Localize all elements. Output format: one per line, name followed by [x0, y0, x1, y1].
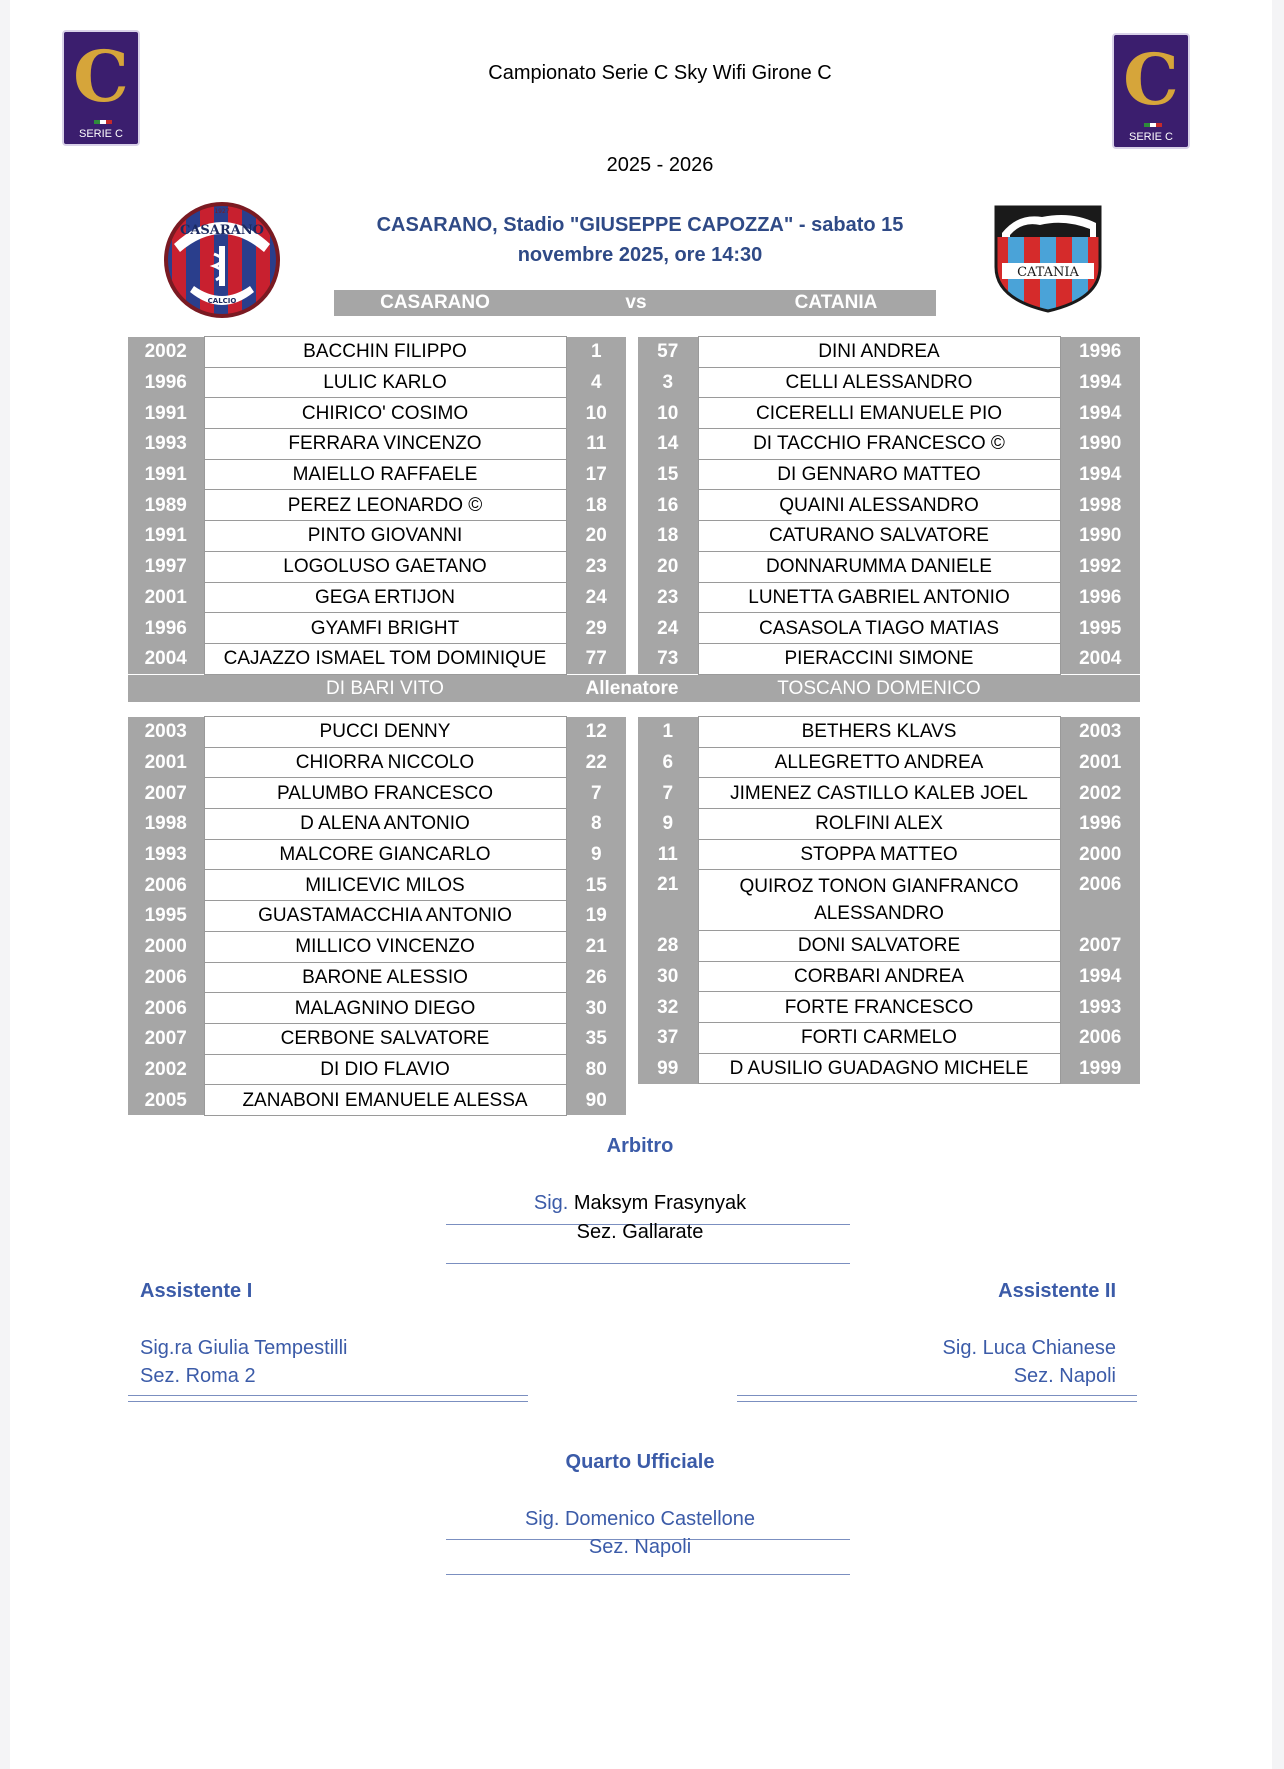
table-gap [626, 582, 638, 613]
home-sub-birth-year: 2003 [128, 717, 204, 748]
starter-row [128, 613, 1140, 644]
fourth-official-name: Sig. Domenico Castellone [524, 1508, 756, 1530]
away-sub-row [638, 961, 1140, 992]
away-player-number: 3 [638, 367, 698, 398]
away-sub-row [638, 717, 1140, 748]
home-sub-birth-year: 1998 [128, 809, 204, 840]
assistant1-name: Sig.ra Giulia Tempestilli [140, 1337, 348, 1359]
home-sub-birth-year: 2005 [128, 1085, 204, 1116]
home-team-name: CASARANO [334, 290, 536, 316]
away-sub-birth-year: 2006 [1060, 1022, 1140, 1053]
table-gap [626, 398, 638, 429]
catania-crest [992, 203, 1104, 315]
assistant1-section: Sez. Roma 2 [140, 1365, 256, 1387]
home-sub-number: 7 [566, 778, 626, 809]
away-sub-number: 7 [638, 778, 698, 809]
referee-section: Sez. Gallarate [576, 1221, 704, 1243]
home-sub-number: 35 [566, 1023, 626, 1054]
away-player-number: 57 [638, 337, 698, 368]
away-player-name: DONNARUMMA DANIELE [698, 551, 1060, 582]
away-player-name: CATURANO SALVATORE [698, 521, 1060, 552]
referee-name-line [440, 1192, 840, 1215]
assistant2-label: Assistente II [998, 1280, 1116, 1302]
away-sub-row [638, 747, 1140, 778]
home-player-birth-year: 1996 [128, 367, 204, 398]
starter-row [128, 521, 1140, 552]
home-sub-number: 19 [566, 901, 626, 932]
away-player-birth-year: 1990 [1060, 429, 1140, 460]
table-gap [626, 337, 638, 368]
vs-label: vs [536, 290, 736, 316]
home-player-name: CHIRICO' COSIMO [204, 398, 566, 429]
starter-row [128, 337, 1140, 368]
home-sub-birth-year: 2002 [128, 1054, 204, 1085]
home-player-birth-year: 1991 [128, 521, 204, 552]
away-sub-number: 11 [638, 839, 698, 870]
away-sub-number: 1 [638, 717, 698, 748]
home-sub-name: CERBONE SALVATORE [204, 1023, 566, 1054]
away-player-number: 24 [638, 613, 698, 644]
home-player-name: LOGOLUSO GAETANO [204, 551, 566, 582]
home-player-name: CAJAZZO ISMAEL TOM DOMINIQUE [204, 643, 566, 674]
home-sub-number: 90 [566, 1085, 626, 1116]
home-sub-name: PUCCI DENNY [204, 717, 566, 748]
table-gap [626, 521, 638, 552]
away-player-name: CELLI ALESSANDRO [698, 367, 1060, 398]
away-sub-number: 6 [638, 747, 698, 778]
home-player-name: BACCHIN FILIPPO [204, 337, 566, 368]
away-sub-name: D AUSILIO GUADAGNO MICHELE [698, 1053, 1060, 1084]
away-player-name: PIERACCINI SIMONE [698, 643, 1060, 674]
home-player-name: MAIELLO RAFFAELE [204, 459, 566, 490]
home-sub-birth-year: 2006 [128, 962, 204, 993]
home-sub-row [128, 778, 626, 809]
home-player-name: GYAMFI BRIGHT [204, 613, 566, 644]
home-sub-name: MILICEVIC MILOS [204, 870, 566, 901]
starter-row [128, 490, 1140, 521]
table-gap [626, 613, 638, 644]
starter-row [128, 643, 1140, 674]
home-sub-number: 80 [566, 1054, 626, 1085]
home-sub-row [128, 962, 626, 993]
home-player-birth-year: 1993 [128, 429, 204, 460]
starters-table [128, 336, 1140, 675]
away-player-birth-year: 1994 [1060, 398, 1140, 429]
away-sub-name: ROLFINI ALEX [698, 809, 1060, 840]
serie-c-logo-right: C SERIE C [1112, 33, 1190, 149]
away-sub-name: JIMENEZ CASTILLO KALEB JOEL [698, 778, 1060, 809]
assistant2-section: Sez. Napoli [1013, 1365, 1116, 1387]
away-player-birth-year: 1995 [1060, 613, 1140, 644]
away-sub-birth-year: 1993 [1060, 992, 1140, 1023]
referee-name: Maksym Frasynyak [573, 1192, 747, 1214]
home-sub-name: GUASTAMACCHIA ANTONIO [204, 901, 566, 932]
home-player-number: 11 [566, 429, 626, 460]
table-gap [626, 643, 638, 674]
home-sub-birth-year: 2000 [128, 931, 204, 962]
home-sub-birth-year: 2007 [128, 778, 204, 809]
away-sub-number: 9 [638, 809, 698, 840]
away-player-name: CICERELLI EMANUELE PIO [698, 398, 1060, 429]
home-sub-name: PALUMBO FRANCESCO [204, 778, 566, 809]
table-gap [626, 490, 638, 521]
away-player-number: 10 [638, 398, 698, 429]
away-sub-number: 21 [638, 870, 698, 930]
home-sub-name: BARONE ALESSIO [204, 962, 566, 993]
coach-label: Allenatore [585, 678, 679, 699]
away-player-name: CASASOLA TIAGO MATIAS [698, 613, 1060, 644]
home-sub-row [128, 839, 626, 870]
home-player-birth-year: 2001 [128, 582, 204, 613]
home-player-number: 29 [566, 613, 626, 644]
away-player-name: DI GENNARO MATTEO [698, 459, 1060, 490]
away-player-birth-year: 1994 [1060, 459, 1140, 490]
away-sub-name: CORBARI ANDREA [698, 961, 1060, 992]
home-sub-birth-year: 2001 [128, 747, 204, 778]
home-player-name: LULIC KARLO [204, 367, 566, 398]
home-subs-table [128, 716, 626, 1116]
starter-row [128, 367, 1140, 398]
away-player-number: 18 [638, 521, 698, 552]
away-player-number: 73 [638, 643, 698, 674]
home-sub-row [128, 1085, 626, 1116]
away-player-birth-year: 2004 [1060, 643, 1140, 674]
home-sub-row [128, 1054, 626, 1085]
home-player-name: GEGA ERTIJON [204, 582, 566, 613]
home-player-number: 4 [566, 367, 626, 398]
away-player-name: DI TACCHIO FRANCESCO © [698, 429, 1060, 460]
away-sub-row [638, 778, 1140, 809]
away-sub-row [638, 1053, 1140, 1084]
home-player-number: 18 [566, 490, 626, 521]
table-gap [626, 551, 638, 582]
home-player-birth-year: 1991 [128, 398, 204, 429]
away-sub-row [638, 870, 1140, 930]
home-player-number: 23 [566, 551, 626, 582]
home-player-birth-year: 1997 [128, 551, 204, 582]
coaches-row [128, 675, 1140, 702]
home-player-birth-year: 1991 [128, 459, 204, 490]
away-sub-number: 99 [638, 1053, 698, 1084]
home-sub-birth-year: 1995 [128, 901, 204, 932]
home-sub-name: ZANABONI EMANUELE ALESSA [204, 1085, 566, 1116]
assistant2-name: Sig. Luca Chianese [942, 1337, 1116, 1359]
home-player-name: FERRARA VINCENZO [204, 429, 566, 460]
home-sub-row [128, 1023, 626, 1054]
home-sub-row [128, 870, 626, 901]
starter-row [128, 459, 1140, 490]
home-player-number: 77 [566, 643, 626, 674]
table-gap [626, 459, 638, 490]
away-sub-row [638, 930, 1140, 961]
home-sub-name: MALAGNINO DIEGO [204, 993, 566, 1024]
away-sub-name: STOPPA MATTEO [698, 839, 1060, 870]
home-player-number: 24 [566, 582, 626, 613]
referee-prefix: Sig. [533, 1192, 569, 1214]
home-sub-number: 8 [566, 809, 626, 840]
home-player-name: PINTO GIOVANNI [204, 521, 566, 552]
home-sub-row [128, 993, 626, 1024]
away-sub-number: 28 [638, 930, 698, 961]
crest-year: 1927 [214, 208, 230, 215]
crest-sub: CALCIO [207, 297, 237, 305]
away-sub-number: 30 [638, 961, 698, 992]
home-sub-number: 26 [566, 962, 626, 993]
away-player-number: 15 [638, 459, 698, 490]
home-sub-row [128, 809, 626, 840]
away-sub-name: ALLEGRETTO ANDREA [698, 747, 1060, 778]
away-sub-number: 37 [638, 1022, 698, 1053]
home-player-birth-year: 2004 [128, 643, 204, 674]
away-sub-birth-year: 1999 [1060, 1053, 1140, 1084]
home-sub-name: D ALENA ANTONIO [204, 809, 566, 840]
away-player-birth-year: 1994 [1060, 367, 1140, 398]
away-sub-row [638, 839, 1140, 870]
home-sub-number: 9 [566, 839, 626, 870]
away-team-name: CATANIA [736, 290, 936, 316]
home-sub-row [128, 717, 626, 748]
away-sub-birth-year: 2003 [1060, 717, 1140, 748]
away-player-birth-year: 1996 [1060, 582, 1140, 613]
starter-row [128, 582, 1140, 613]
table-gap [626, 429, 638, 460]
away-sub-row [638, 809, 1140, 840]
away-sub-name: QUIROZ TONON GIANFRANCO ALESSANDRO [698, 870, 1060, 930]
venue-date: CASARANO, Stadio "GIUSEPPE CAPOZZA" - sabato 15 novembre 2025, ore 14:30 [376, 214, 904, 266]
away-player-number: 23 [638, 582, 698, 613]
away-player-birth-year: 1990 [1060, 521, 1140, 552]
away-player-name: DINI ANDREA [698, 337, 1060, 368]
home-player-birth-year: 1989 [128, 490, 204, 521]
home-sub-number: 12 [566, 717, 626, 748]
away-sub-birth-year: 1994 [1060, 961, 1140, 992]
fourth-official-label: Quarto Ufficiale [565, 1451, 715, 1473]
home-player-number: 17 [566, 459, 626, 490]
away-player-number: 14 [638, 429, 698, 460]
home-player-birth-year: 2002 [128, 337, 204, 368]
home-sub-birth-year: 2007 [128, 1023, 204, 1054]
home-sub-number: 30 [566, 993, 626, 1024]
away-sub-birth-year: 1996 [1060, 809, 1140, 840]
away-player-birth-year: 1992 [1060, 551, 1140, 582]
away-player-birth-year: 1996 [1060, 337, 1140, 368]
home-player-name: PEREZ LEONARDO © [204, 490, 566, 521]
home-sub-name: CHIORRA NICCOLO [204, 747, 566, 778]
home-sub-row [128, 901, 626, 932]
home-sub-birth-year: 2006 [128, 870, 204, 901]
crest-name: CASARANO [179, 223, 265, 238]
home-sub-birth-year: 2006 [128, 993, 204, 1024]
assistant1-label: Assistente I [140, 1280, 253, 1302]
starter-row [128, 429, 1140, 460]
serie-c-logo-left: C SERIE C [62, 30, 140, 146]
home-sub-birth-year: 1993 [128, 839, 204, 870]
home-sub-name: DI DIO FLAVIO [204, 1054, 566, 1085]
away-sub-name: BETHERS KLAVS [698, 717, 1060, 748]
away-player-number: 16 [638, 490, 698, 521]
crest-name: CATANIA [1017, 265, 1079, 280]
home-sub-row [128, 931, 626, 962]
home-player-birth-year: 1996 [128, 613, 204, 644]
away-sub-name: FORTE FRANCESCO [698, 992, 1060, 1023]
away-sub-row [638, 1022, 1140, 1053]
home-sub-row [128, 747, 626, 778]
home-sub-name: MALCORE GIANCARLO [204, 839, 566, 870]
table-gap [626, 367, 638, 398]
away-sub-birth-year: 2007 [1060, 930, 1140, 961]
away-player-birth-year: 1998 [1060, 490, 1140, 521]
away-sub-name: FORTI CARMELO [698, 1022, 1060, 1053]
casarano-crest [160, 200, 284, 320]
away-sub-row [638, 992, 1140, 1023]
away-sub-birth-year: 2001 [1060, 747, 1140, 778]
away-sub-number: 32 [638, 992, 698, 1023]
fourth-official-section: Sez. Napoli [588, 1536, 692, 1558]
away-coach: TOSCANO DOMENICO [777, 678, 981, 699]
home-coach: DI BARI VITO [326, 678, 444, 699]
home-sub-name: MILLICO VINCENZO [204, 931, 566, 962]
match-sheet-page [10, 0, 1272, 1769]
starter-row [128, 398, 1140, 429]
home-player-number: 10 [566, 398, 626, 429]
competition-title: Campionato Serie C Sky Wifi Girone C [488, 62, 832, 84]
home-player-number: 1 [566, 337, 626, 368]
away-player-number: 20 [638, 551, 698, 582]
away-player-name: LUNETTA GABRIEL ANTONIO [698, 582, 1060, 613]
away-sub-birth-year: 2002 [1060, 778, 1140, 809]
referee-label: Arbitro [606, 1135, 674, 1157]
starter-row [128, 551, 1140, 582]
away-player-name: QUAINI ALESSANDRO [698, 490, 1060, 521]
away-sub-birth-year: 2006 [1060, 870, 1140, 930]
home-sub-number: 21 [566, 931, 626, 962]
away-sub-birth-year: 2000 [1060, 839, 1140, 870]
away-sub-name: DONI SALVATORE [698, 930, 1060, 961]
home-player-number: 20 [566, 521, 626, 552]
away-subs-table [638, 716, 1140, 1084]
home-sub-number: 22 [566, 747, 626, 778]
season-label: 2025 - 2026 [606, 154, 714, 176]
home-sub-number: 15 [566, 870, 626, 901]
